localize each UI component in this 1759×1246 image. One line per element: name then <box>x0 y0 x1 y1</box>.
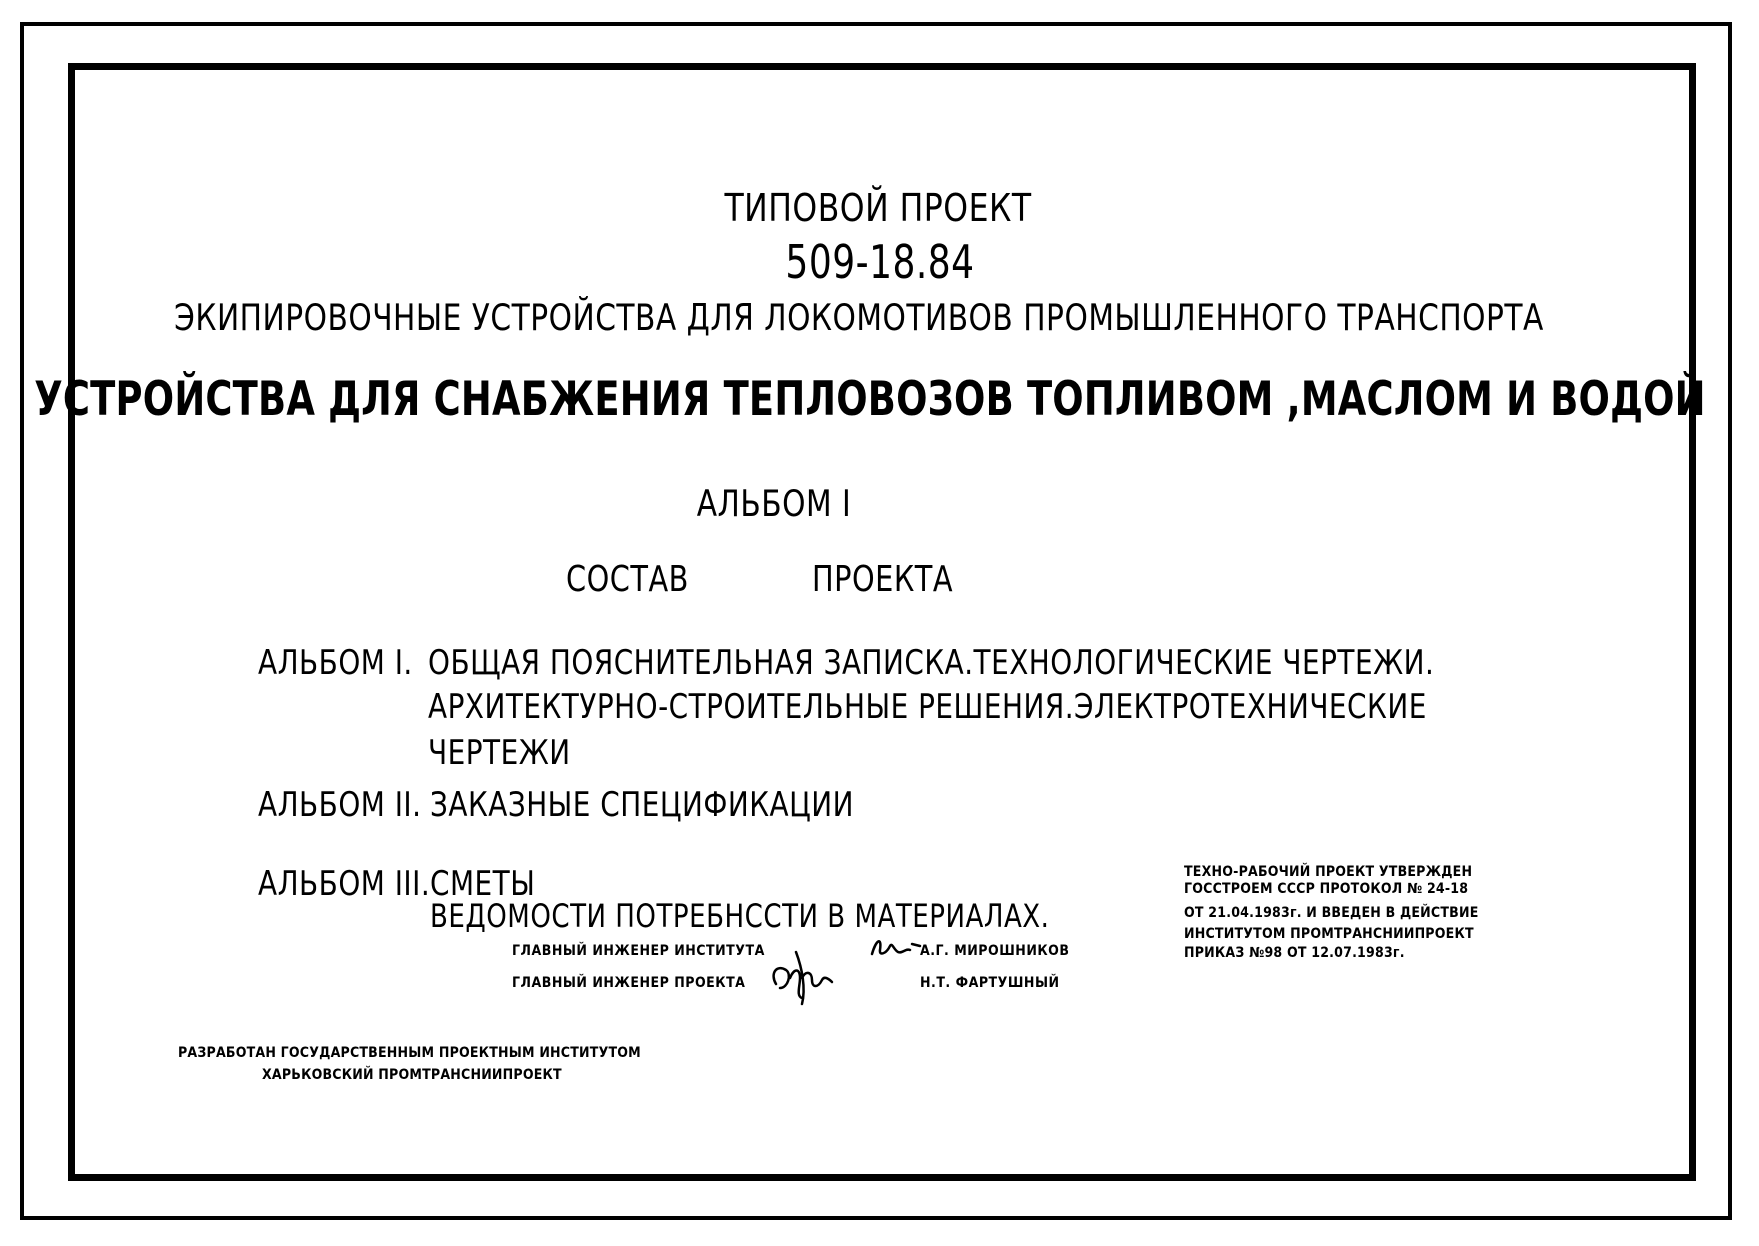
signature-title-project: ГЛАВНЫЙ ИНЖЕНЕР ПРОЕКТА <box>512 975 746 991</box>
album-1-name: АЛЬБОМ I. <box>258 643 413 683</box>
album-label: АЛЬБОМ I <box>696 482 852 525</box>
header-label: ТИПОВОЙ ПРОЕКТ <box>724 186 1032 231</box>
main-title: УСТРОЙСТВА ДЛЯ СНАБЖЕНИЯ ТЕПЛОВОЗОВ ТОПЛИВОМ ,МАСЛОМ И ВОДОЙ <box>34 371 1706 427</box>
approval-line-3: ОТ 21.04.1983г. И ВВЕДЕН В ДЕЙСТВИЕ <box>1184 905 1479 921</box>
series-title: ЭКИПИРОВОЧНЫЕ УСТРОЙСТВА ДЛЯ ЛОКОМОТИВОВ ПРОМЫШЛЕННОГО ТРАНСПОРТА <box>174 296 1544 339</box>
album-1-line-1: ОБЩАЯ ПОЯСНИТЕЛЬНАЯ ЗАПИСКА.ТЕХНОЛОГИЧЕСКИЕ ЧЕРТЕЖИ. <box>428 643 1435 683</box>
approval-line-4: ИНСТИТУТОМ ПРОМТРАНСНИИПРОЕКТ <box>1184 926 1474 942</box>
signature-mark-project <box>766 948 840 1008</box>
album-3-line-1: СМЕТЫ <box>430 864 536 904</box>
album-2-line-1: ЗАКАЗНЫЕ СПЕЦИФИКАЦИИ <box>430 785 854 825</box>
signature-name-institute: А.Г. МИРОШНИКОВ <box>920 943 1070 959</box>
album-1-line-3: ЧЕРТЕЖИ <box>428 733 571 773</box>
composition-heading-word1: СОСТАВ <box>566 558 689 600</box>
album-1-line-2: АРХИТЕКТУРНО-СТРОИТЕЛЬНЫЕ РЕШЕНИЯ.ЭЛЕКТРОТЕХНИЧЕСКИЕ <box>428 687 1427 727</box>
developer-line-1: РАЗРАБОТАН ГОСУДАРСТВЕННЫМ ПРОЕКТНЫМ ИНСТИТУТОМ <box>178 1045 641 1061</box>
developer-line-2: ХАРЬКОВСКИЙ ПРОМТРАНСНИИПРОЕКТ <box>262 1067 562 1083</box>
approval-line-5: ПРИКАЗ №98 ОТ 12.07.1983г. <box>1184 945 1405 961</box>
album-3-name: АЛЬБОМ III. <box>258 864 431 904</box>
approval-line-2: ГОССТРОЕМ СССР ПРОТОКОЛ № 24-18 <box>1184 881 1469 897</box>
composition-heading-word2: ПРОЕКТА <box>812 558 954 600</box>
approval-line-1: ТЕХНО-РАБОЧИЙ ПРОЕКТ УТВЕРЖДЕН <box>1184 864 1473 880</box>
signature-title-institute: ГЛАВНЫЙ ИНЖЕНЕР ИНСТИТУТА <box>512 943 765 959</box>
album-2-name: АЛЬБОМ II. <box>258 785 422 825</box>
album-3-line-2: ВЕДОМОСТИ ПОТРЕБНССТИ В МАТЕРИАЛАХ. <box>430 897 1050 935</box>
signature-mark-institute <box>868 932 926 962</box>
signature-name-project: Н.Т. ФАРТУШНЫЙ <box>920 975 1060 991</box>
project-number: 509-18.84 <box>785 236 975 290</box>
